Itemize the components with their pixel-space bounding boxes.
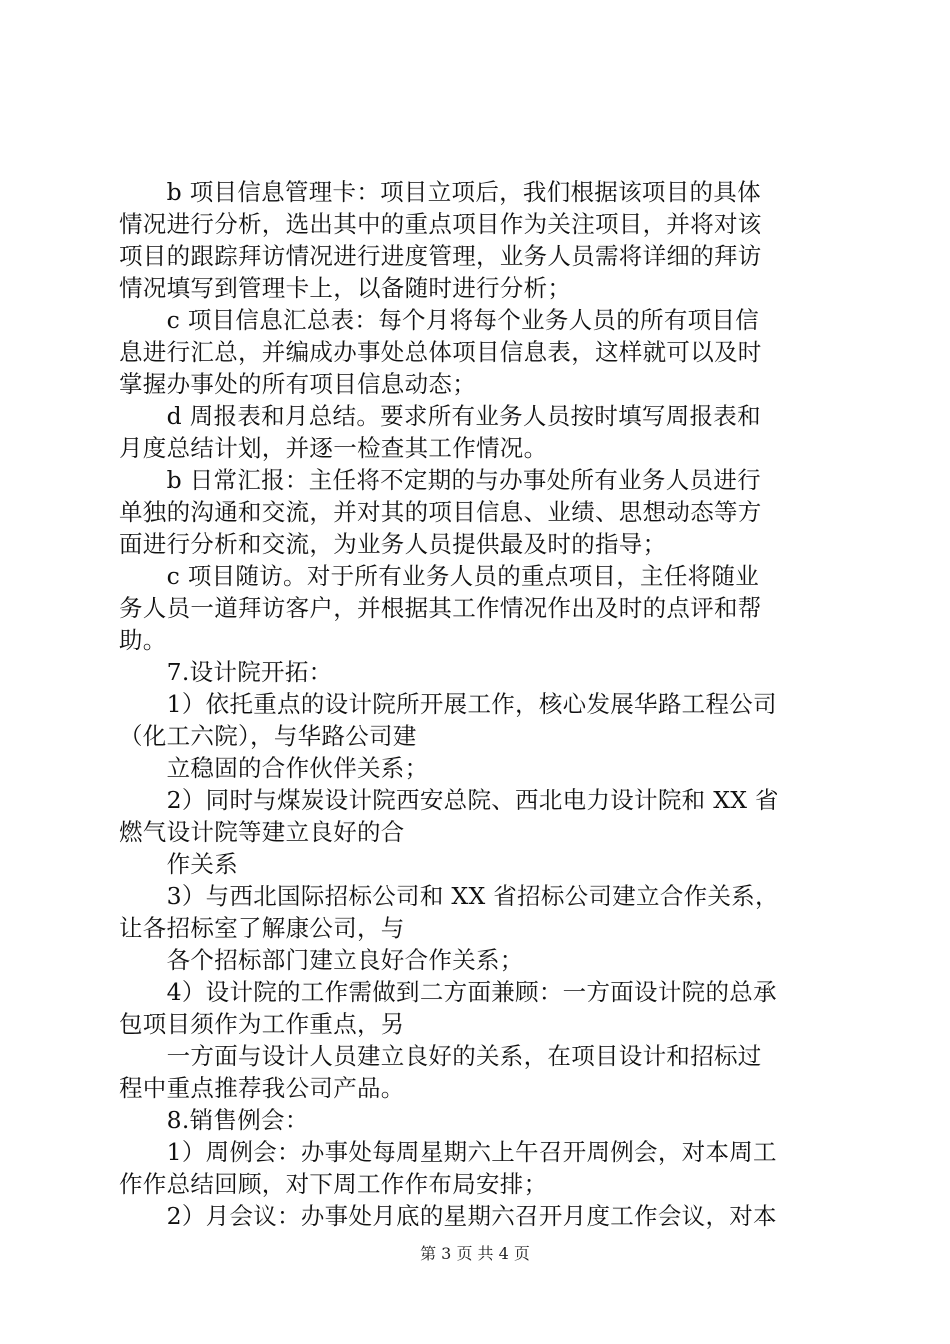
body-text-line: 息进行汇总，并编成办事处总体项目信息表，这样就可以及时 [119, 338, 762, 366]
body-text-line: 作关系 [119, 850, 238, 878]
body-text-line: 单独的沟通和交流，并对其的项目信息、业绩、思想动态等方 [119, 498, 762, 526]
page-footer: 第 3 页 共 4 页 [420, 1244, 530, 1263]
body-text-line: 1）周例会：办事处每周星期六上午召开周例会，对本周工 [119, 1138, 777, 1166]
body-text-line: 月度总结计划，并逐一检查其工作情况。 [119, 434, 548, 462]
body-text-line: 情况进行分析，选出其中的重点项目作为关注项目，并将对该 [119, 210, 762, 238]
body-text-line: b 项目信息管理卡：项目立项后，我们根据该项目的具体 [119, 178, 761, 206]
body-text-line: c 项目随访。对于所有业务人员的重点项目，主任将随业 [119, 562, 760, 590]
body-text-line: 立稳固的合作伙伴关系； [119, 754, 429, 782]
body-text-line: d 周报表和月总结。要求所有业务人员按时填写周报表和 [119, 402, 761, 430]
body-text-line: 作作总结回顾，对下周工作作布局安排； [119, 1170, 548, 1198]
body-text-line: 2）月会议：办事处月底的星期六召开月度工作会议，对本 [119, 1202, 777, 1230]
body-text-line: 程中重点推荐我公司产品。 [119, 1074, 405, 1102]
body-text-line: 燃气设计院等建立良好的合 [119, 818, 405, 846]
body-text-line: 4）设计院的工作需做到二方面兼顾：一方面设计院的总承 [119, 978, 777, 1006]
body-text-line: 1）依托重点的设计院所开展工作，核心发展华路工程公司 [119, 690, 777, 718]
body-text-line: b 日常汇报：主任将不定期的与办事处所有业务人员进行 [119, 466, 761, 494]
body-text-line: 包项目须作为工作重点，另 [119, 1010, 405, 1038]
body-text-line: 项目的跟踪拜访情况进行进度管理，业务人员需将详细的拜访 [119, 242, 762, 270]
body-text-line: （化工六院），与华路公司建 [119, 722, 417, 750]
body-text-line: 助。 [119, 626, 167, 654]
body-text-line: 情况填写到管理卡上，以备随时进行分析； [119, 274, 572, 302]
body-text-line: 掌握办事处的所有项目信息动态； [119, 370, 476, 398]
body-text-line: 一方面与设计人员建立良好的关系，在项目设计和招标过 [119, 1042, 762, 1070]
body-text-line: 各个招标部门建立良好合作关系； [119, 946, 524, 974]
body-text-line: 让各招标室了解康公司，与 [119, 914, 405, 942]
body-text-line: 3）与西北国际招标公司和 XX 省招标公司建立合作关系， [119, 882, 779, 910]
body-text-line: 面进行分析和交流，为业务人员提供最及时的指导； [119, 530, 667, 558]
section-heading-8: 8.销售例会： [119, 1106, 309, 1134]
body-text-line: 务人员一道拜访客户，并根据其工作情况作出及时的点评和帮 [119, 594, 762, 622]
body-text-line: c 项目信息汇总表：每个月将每个业务人员的所有项目信 [119, 306, 760, 334]
section-heading-7: 7.设计院开拓： [119, 658, 333, 686]
body-text-line: 2）同时与煤炭设计院西安总院、西北电力设计院和 XX 省 [119, 786, 779, 814]
